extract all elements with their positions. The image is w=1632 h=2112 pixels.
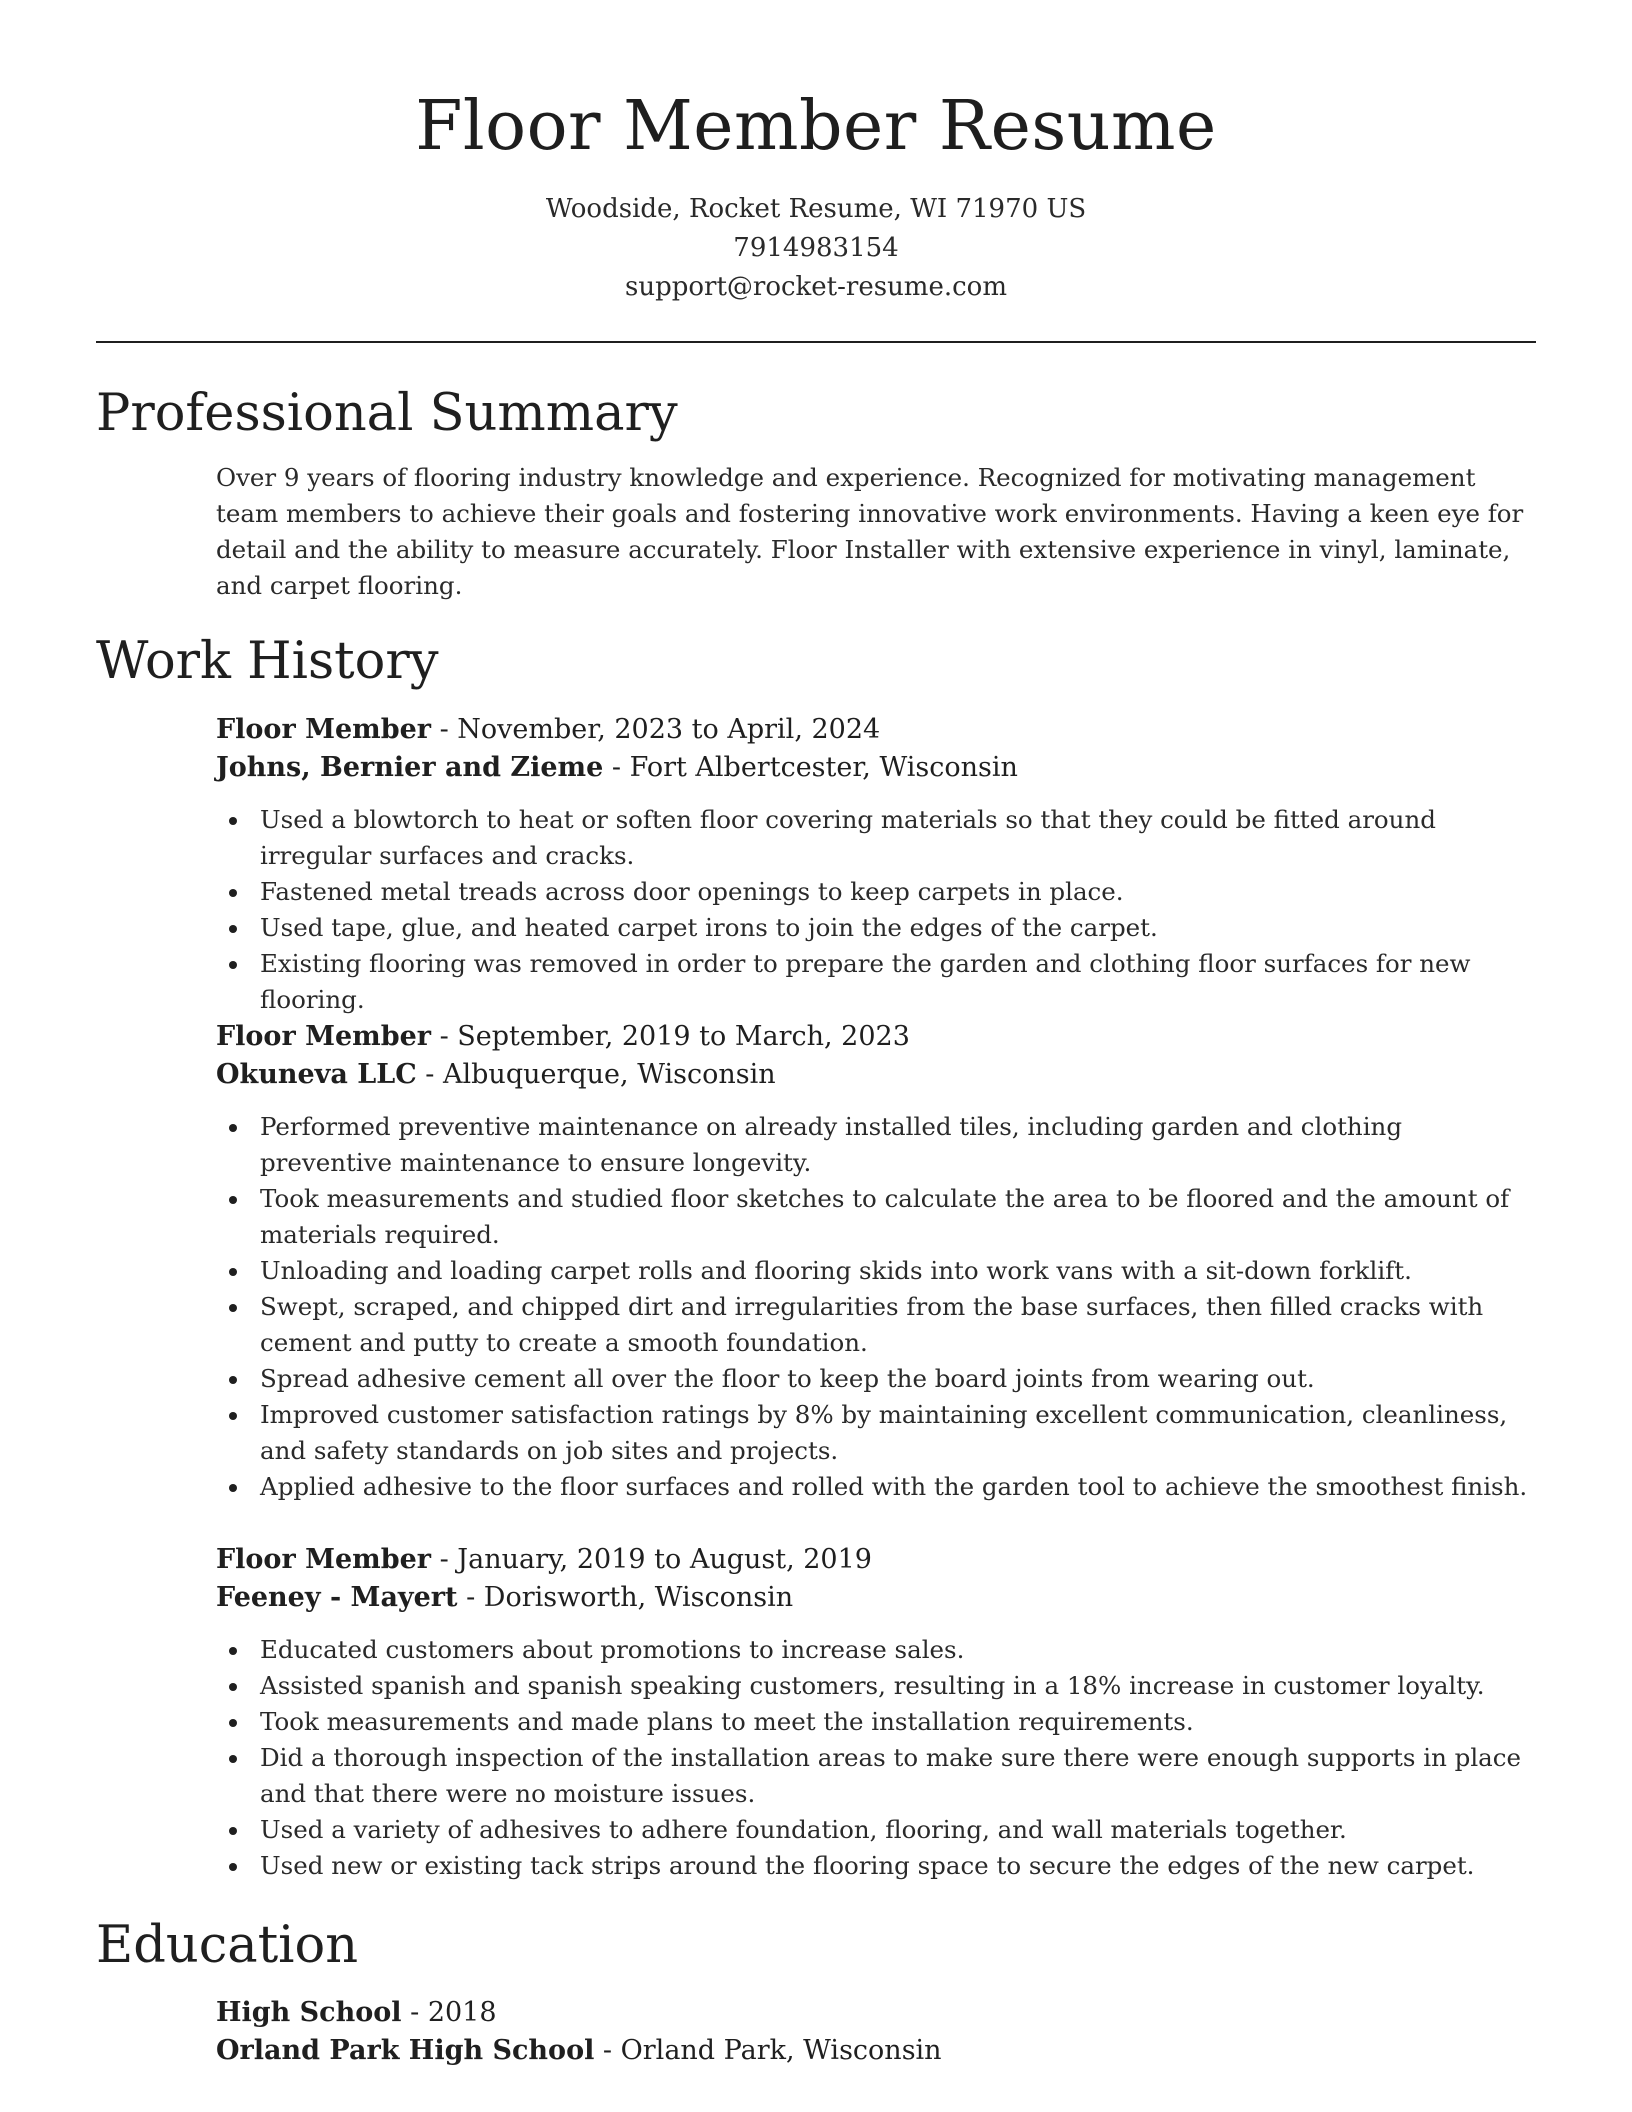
job-separator: - (431, 1021, 458, 1052)
education-school-line (216, 2032, 1536, 2070)
job-bullet: Unloading and loading carpet rolls and flooring skids into work vans with a sit-down forklift. (216, 1253, 1536, 1289)
job-title: Floor Member (216, 1544, 431, 1575)
job-bullets (216, 1109, 1536, 1505)
job-entry (216, 1018, 1536, 1505)
job-dates: January, 2019 to August, 2019 (457, 1544, 872, 1575)
job-company: Johns, Bernier and Zieme (216, 752, 604, 783)
contact-info (96, 190, 1536, 307)
job-company-line (216, 1056, 1536, 1094)
job-company-line (216, 749, 1536, 787)
job-separator: - (431, 1544, 458, 1575)
education-degree-line (216, 1994, 1536, 2032)
job-title-line (216, 711, 1536, 749)
summary-text: Over 9 years of flooring industry knowledge and experience. Recognized for motivating management team members to achieve their goals and fostering innovative work environments. Having a keen eye for detail and the ability to measure accurately. Floor Installer with extensive experience in vinyl, laminate, and carpet flooring. (216, 463, 1524, 600)
section-title-summary: Professional Summary (96, 384, 678, 443)
contact-address: Woodside, Rocket Resume, WI 71970 US (545, 194, 1087, 224)
job-title: Floor Member (216, 1021, 431, 1052)
job-bullet: Did a thorough inspection of the installation areas to make sure there were enough supports in place and that there were no moisture issues. (216, 1740, 1536, 1812)
job-separator: - (416, 1059, 444, 1090)
section-title-work-history: Work History (96, 632, 439, 691)
education-year: 2018 (427, 1997, 497, 2028)
contact-phone: 7914983154 (733, 233, 899, 263)
job-title: Floor Member (216, 714, 431, 745)
job-bullet: Applied adhesive to the floor surfaces and rolled with the garden tool to achieve the smoothest finish. (216, 1469, 1536, 1505)
section-title-education: Education (96, 1916, 359, 1975)
job-bullets (216, 1632, 1536, 1884)
job-bullet: Educated customers about promotions to increase sales. (216, 1632, 1536, 1668)
job-bullet: Fastened metal treads across door openings to keep carpets in place. (216, 874, 1536, 910)
job-bullets (216, 802, 1536, 1018)
education-school: Orland Park High School (216, 2035, 595, 2066)
job-bullet: Used a blowtorch to heat or soften floor covering materials so that they could be fitted around irregular surfaces and cracks. (216, 802, 1536, 874)
job-bullet: Spread adhesive cement all over the floor to keep the board joints from wearing out. (216, 1361, 1536, 1397)
job-company: Feeney - Mayert (216, 1582, 458, 1613)
job-location: Dorisworth, Wisconsin (483, 1582, 794, 1613)
resume-header (96, 82, 1536, 307)
job-dates: November, 2023 to April, 2024 (457, 714, 881, 745)
education-entry (216, 1994, 1536, 2070)
job-entry (216, 1541, 1536, 1884)
job-location: Albuquerque, Wisconsin (443, 1059, 776, 1090)
job-bullet: Used new or existing tack strips around the flooring space to secure the edges of the new carpet. (216, 1848, 1536, 1884)
education-location: Orland Park, Wisconsin (620, 2035, 942, 2066)
job-bullet: Existing flooring was removed in order to prepare the garden and clothing floor surfaces for new flooring. (216, 946, 1536, 1018)
job-separator: - (431, 714, 458, 745)
resume-name: Floor Member Resume (415, 87, 1217, 166)
job-bullet: Improved customer satisfaction ratings by 8% by maintaining excellent communication, cleanliness, and safety standards on job sites and projects. (216, 1397, 1536, 1469)
education-separator: - (594, 2035, 621, 2066)
job-company: Okuneva LLC (216, 1059, 417, 1090)
job-bullet: Assisted spanish and spanish speaking customers, resulting in a 18% increase in customer loyalty. (216, 1668, 1536, 1704)
header-divider (96, 341, 1536, 343)
job-title-line (216, 1541, 1536, 1579)
job-bullet: Took measurements and made plans to meet the installation requirements. (216, 1704, 1536, 1740)
job-bullet: Swept, scraped, and chipped dirt and irregularities from the base surfaces, then filled cracks with cement and putty to create a smooth foundation. (216, 1289, 1536, 1361)
education-degree: High School (216, 1997, 402, 2028)
job-bullet: Took measurements and studied floor sketches to calculate the area to be floored and the amount of materials required. (216, 1181, 1536, 1253)
job-bullet: Used tape, glue, and heated carpet irons to join the edges of the carpet. (216, 910, 1536, 946)
education-separator: - (401, 1997, 428, 2028)
job-entry (216, 711, 1536, 1018)
job-bullet: Performed preventive maintenance on already installed tiles, including garden and clothing preventive maintenance to ensure longevity. (216, 1109, 1536, 1181)
contact-email: support@rocket-resume.com (624, 272, 1007, 302)
job-bullet: Used a variety of adhesives to adhere foundation, flooring, and wall materials together. (216, 1812, 1536, 1848)
job-separator: - (457, 1582, 484, 1613)
job-company-line (216, 1579, 1536, 1617)
job-separator: - (603, 752, 630, 783)
job-location: Fort Albertcester, Wisconsin (629, 752, 1018, 783)
summary-block (216, 460, 1536, 604)
job-title-line (216, 1018, 1536, 1056)
job-dates: September, 2019 to March, 2023 (457, 1021, 910, 1052)
